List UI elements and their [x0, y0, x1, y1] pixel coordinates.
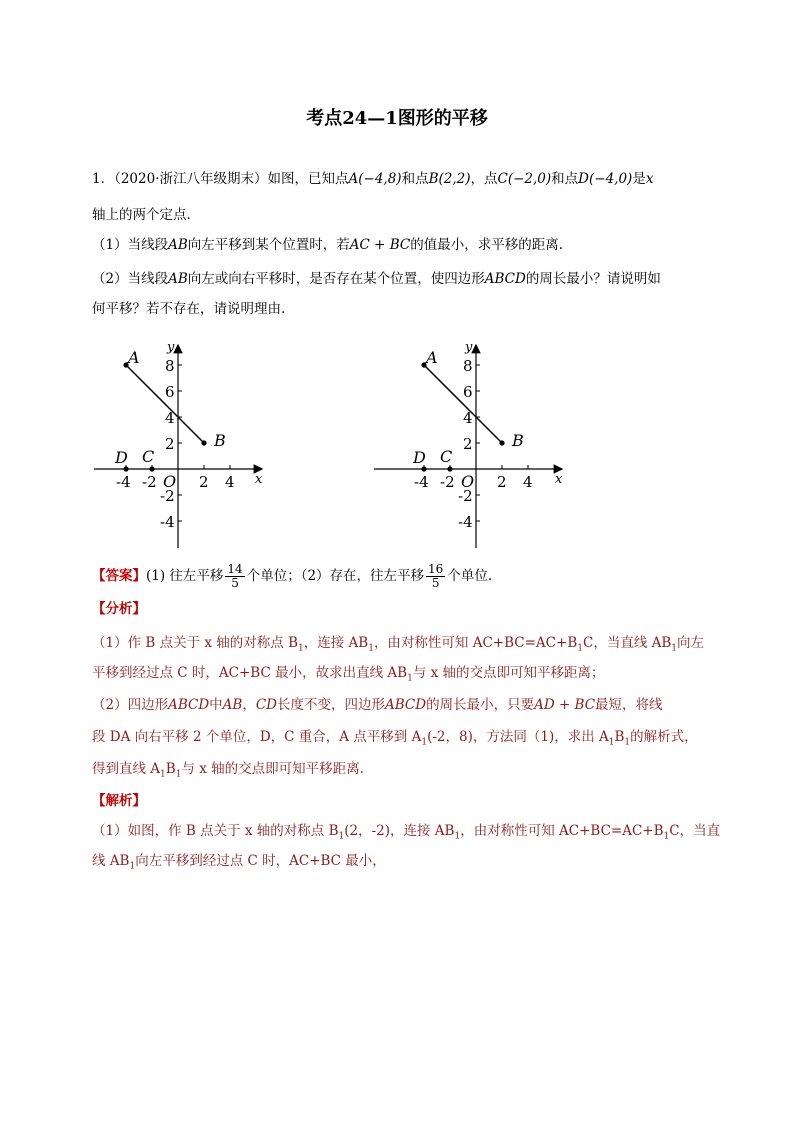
q2-text: （2）当线段	[92, 271, 169, 287]
y-tick-label: 6	[463, 383, 473, 401]
subscript: 1	[454, 831, 461, 842]
x-tick-label: -2	[440, 473, 455, 491]
y-tick-label: -4	[458, 513, 473, 531]
analysis-line-3	[92, 696, 663, 714]
problem-text: ，点	[470, 171, 498, 187]
subscript: 1	[608, 737, 615, 748]
x-tick-label: 2	[199, 473, 209, 491]
q2-text: 的周长最小？请说明如	[525, 271, 661, 287]
point-d-coord: D(−4,0)	[578, 171, 633, 187]
subscript: 1	[663, 831, 670, 842]
analysis-text: 平移到经过点 C 时，AC+BC 最小，故求出直线 AB	[92, 665, 408, 681]
question-2	[92, 270, 661, 288]
page-title: 考点24—1图形的平移	[306, 108, 488, 129]
x-tick-label: -2	[142, 473, 157, 491]
question-1	[92, 236, 563, 254]
problem-line-1	[92, 170, 653, 188]
point-c-coord: C(−2,0)	[497, 171, 552, 187]
quad-abcd: ABCD	[168, 697, 210, 713]
y-tick-label: 8	[463, 357, 473, 375]
label-a: A	[128, 348, 140, 367]
analysis-text: 中	[209, 697, 223, 713]
subscript: 1	[298, 643, 304, 654]
subscript: 1	[368, 643, 374, 654]
solution-text: ，由对称性可知 AC+BC=AC+B	[460, 823, 664, 839]
analysis-text: 最短，将线	[595, 697, 663, 713]
analysis-text: B	[614, 729, 625, 745]
point-d	[123, 466, 128, 471]
answer-line	[92, 563, 492, 590]
analysis-text: B	[165, 761, 176, 777]
analysis-line-4	[92, 728, 698, 752]
problem-text: 1．（2020·浙江八年级期末）如图，已知点	[92, 171, 349, 187]
x-symbol: x	[645, 171, 654, 187]
subscript: 1	[624, 737, 631, 748]
y-tick-label: 2	[463, 435, 473, 453]
coordinate-figure-left	[90, 335, 275, 555]
y-tick-label: 4	[165, 409, 175, 427]
analysis-text: C，当直线 AB	[582, 635, 672, 651]
label-b: B	[214, 431, 226, 450]
subscript: 1	[175, 769, 182, 780]
question-2-line-2: 何平移？若不存在，请说明理由.	[92, 301, 286, 317]
subscript: 1	[407, 673, 413, 684]
label-b: B	[512, 431, 524, 450]
label-d: D	[115, 448, 128, 467]
fraction-numerator: 16	[428, 562, 444, 576]
y-tick-label: 4	[463, 409, 473, 427]
analysis-text: （1）作 B 点关于 x 轴的对称点 B	[92, 635, 298, 651]
segment-cd: CD	[255, 697, 277, 713]
subscript: 1	[671, 643, 678, 654]
point-b	[201, 440, 206, 445]
solution-label: 【解析】	[92, 793, 146, 809]
label-a: A	[426, 348, 438, 367]
x-axis-label: x	[255, 472, 263, 487]
x-axis-label: x	[555, 472, 563, 487]
solution-line-1	[92, 822, 720, 846]
x-tick-label: 2	[497, 473, 507, 491]
solution-text: 向左平移到经过点 C 时，AC+BC 最小，	[135, 853, 386, 869]
point-c	[149, 466, 154, 471]
problem-text: 和点	[401, 171, 429, 187]
subscript: 1	[129, 861, 136, 872]
y-tick-label: -2	[160, 487, 175, 505]
analysis-label: 【分析】	[92, 601, 146, 617]
coordinate-figure-right	[370, 335, 570, 555]
analysis-text: 得到直线 A	[92, 761, 161, 777]
fraction-16-5	[426, 563, 445, 590]
segment-ab: AB	[168, 237, 188, 253]
y-tick-label: 6	[165, 383, 175, 401]
x-tick-label: -4	[116, 473, 131, 491]
y-tick-label: -4	[160, 513, 175, 531]
solution-text: (2，-2)，连接 AB	[344, 823, 455, 839]
expr-ad-bc: AD + BC	[534, 697, 596, 713]
analysis-text: ，	[242, 697, 256, 713]
analysis-text: 向左	[677, 635, 705, 651]
y-tick-label: 2	[165, 435, 175, 453]
label-origin: O	[461, 472, 475, 491]
analysis-text: 与 x 轴的交点即可知平移距离.	[181, 761, 364, 777]
segment-ab	[126, 365, 204, 443]
solution-text: 线 AB	[92, 853, 130, 869]
segment-ab: AB	[222, 697, 243, 713]
x-tick-label: -4	[414, 473, 429, 491]
segment-ab	[424, 365, 502, 443]
segment-ab: AB	[168, 271, 188, 287]
answer-text: 个单位.	[447, 568, 493, 584]
x-tick-label: 4	[523, 473, 533, 491]
solution-text: C，当直	[669, 823, 721, 839]
answer-text: (1) 往左平移	[146, 568, 224, 584]
analysis-text: ，由对称性可知 AC+BC=AC+B	[373, 635, 578, 651]
q1-text: 的值最小，求平移的距离.	[410, 237, 564, 253]
subscript: 1	[421, 737, 428, 748]
y-axis-label: y	[465, 340, 473, 355]
label-origin: O	[163, 472, 177, 491]
analysis-text: (-2，8)，方法同（1)，求出 A	[427, 729, 609, 745]
problem-line-2: 轴上的两个定点.	[92, 207, 191, 223]
analysis-line-2	[92, 664, 605, 688]
solution-text: （1）如图，作 B 点关于 x 轴的对称点 B	[92, 823, 339, 839]
analysis-text: （2）四边形	[92, 697, 169, 713]
y-tick-label: -2	[458, 487, 473, 505]
quad-abcd: ABCD	[484, 271, 526, 287]
y-axis-label: y	[167, 340, 175, 355]
answer-text: 个单位；（2）存在，往左平移	[246, 568, 425, 584]
label-c: C	[142, 447, 155, 466]
analysis-text: 段 DA 向右平移 2 个单位，D，C 重合，A 点平移到 A	[92, 729, 422, 745]
problem-text: 是	[632, 171, 646, 187]
analysis-text: 与 x 轴的交点即可知平移距离；	[412, 665, 605, 681]
expr-ac-bc: AC + BC	[349, 237, 411, 253]
solution-line-2	[92, 852, 386, 876]
quad-abcd: ABCD	[385, 697, 427, 713]
q1-text: （1）当线段	[92, 237, 169, 253]
analysis-text: 的周长最小，只要	[426, 697, 535, 713]
q2-text: 向左或向右平移时，是否存在某个位置，使四边形	[187, 271, 485, 287]
analysis-text: ，连接 AB	[303, 635, 369, 651]
point-c	[447, 466, 452, 471]
q1-text: 向左平移到某个位置时，若	[187, 237, 350, 253]
subscript: 1	[338, 831, 345, 842]
label-d: D	[413, 448, 426, 467]
fraction-numerator: 14	[227, 562, 243, 576]
point-b	[499, 440, 504, 445]
subscript: 1	[577, 643, 583, 654]
analysis-text: 长度不变，四边形	[277, 697, 385, 713]
point-a-coord: A(−4,8)	[348, 171, 402, 187]
analysis-line-5	[92, 760, 364, 784]
point-b-coord: B(2,2)	[428, 171, 471, 187]
fraction-14-5	[225, 563, 244, 590]
x-tick-label: 4	[225, 473, 235, 491]
analysis-text: 的解析式，	[630, 729, 698, 745]
analysis-line-1	[92, 634, 704, 658]
fraction-denominator: 5	[231, 576, 239, 590]
point-d	[421, 466, 426, 471]
label-c: C	[440, 447, 453, 466]
answer-label: 【答案】	[92, 568, 146, 584]
fraction-denominator: 5	[431, 576, 440, 590]
y-tick-label: 8	[165, 357, 175, 375]
subscript: 1	[160, 769, 166, 780]
problem-text: 和点	[551, 171, 579, 187]
